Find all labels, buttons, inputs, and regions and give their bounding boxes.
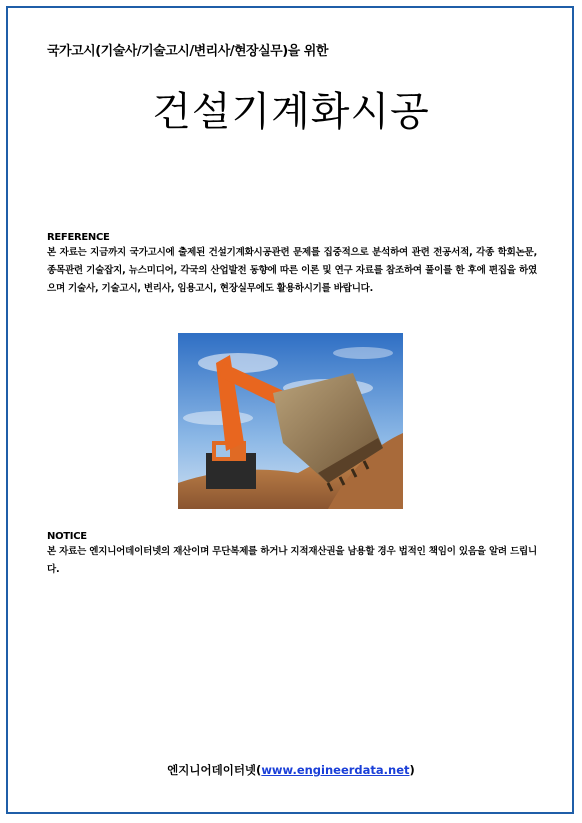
reference-heading: REFERENCE xyxy=(47,232,110,243)
notice-heading: NOTICE xyxy=(47,531,87,542)
notice-body: 본 자료는 엔지니어데이터넷의 재산이며 무단복제를 하거나 지적재산권을 남용할 경우 법적인 책임이 있음을 알려 드립니다. xyxy=(47,546,537,575)
exam-subtitle: 국가고시(기술사/기술고시/변리사/현장실무)을 위한 xyxy=(47,44,328,59)
reference-body: 본 자료는 지금까지 국가고시에 출제된 건설기계화시공관련 문제를 집중적으로 분석하여 관련 전공서적, 각종 학회논문, 종목관련 기술잡지, 뉴스미디어, 각국의 산업발전 동향에 따른 이론 및 연구 자료를 참조하여 풀이를 한 후에 편집을 하였으며 기술사, 기술고시, 변리사, 임용고시, 현장실무에도 활용하시기를 바랍니다. xyxy=(47,247,537,294)
excavator-photo xyxy=(178,333,403,509)
website-link[interactable]: www.engineerdata.net xyxy=(261,763,410,777)
publisher-footer xyxy=(0,762,582,778)
publisher-name: 엔지니어데이터넷( xyxy=(167,763,262,777)
publisher-close: ) xyxy=(409,763,415,777)
document-title: 건설기계화시공 xyxy=(152,89,430,135)
